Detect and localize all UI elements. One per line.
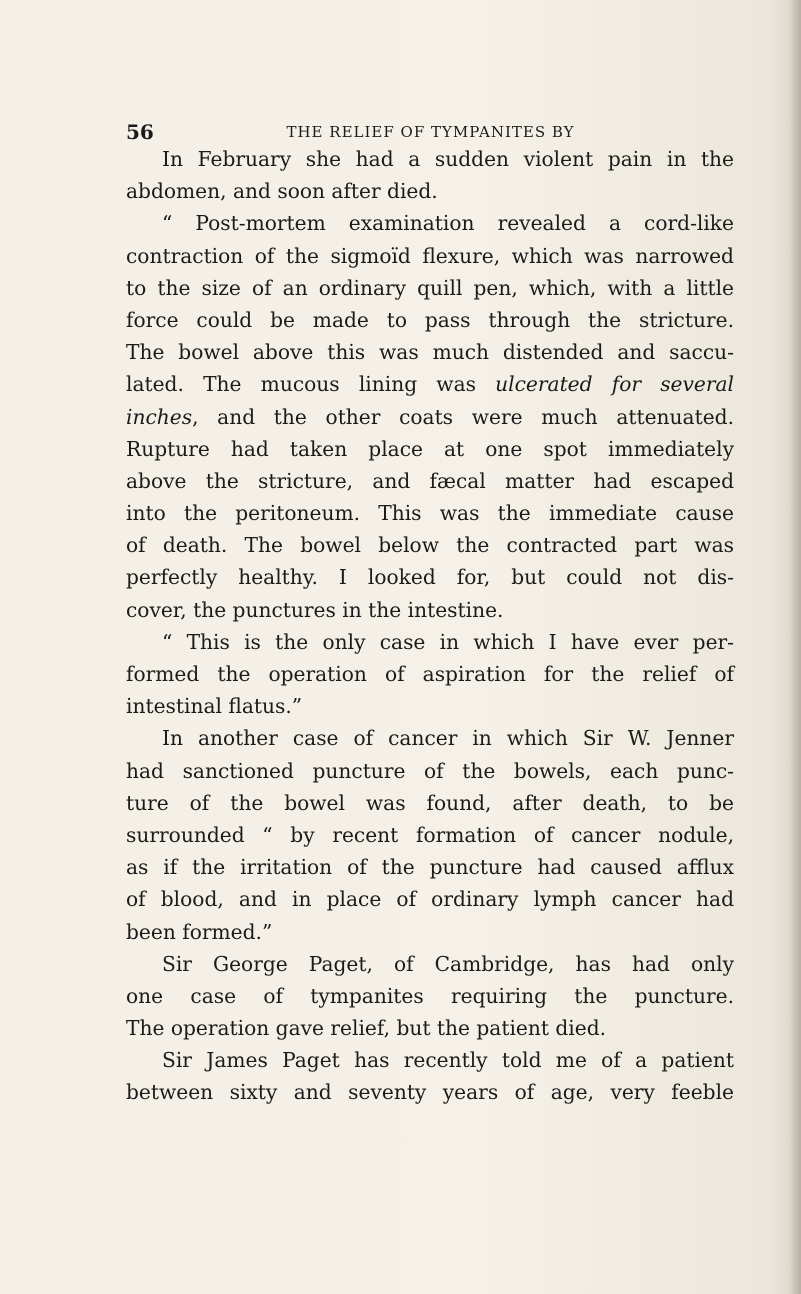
text-run: “ This is the only case in which I have ever per- — [162, 629, 734, 654]
text-run: cover, the punctures in the intestine. — [126, 597, 504, 622]
text-run: force could be made to pass through the stricture. — [126, 307, 734, 332]
text-line — [126, 722, 734, 754]
text-run: to the size of an ordinary quill pen, which, with a little — [126, 275, 734, 300]
text-run: been formed.” — [126, 919, 273, 944]
text-run: intestinal flatus.” — [126, 694, 303, 719]
text-line — [126, 883, 734, 915]
text-run: above the stricture, and fæcal matter had escaped — [126, 468, 734, 493]
text-line — [126, 336, 734, 368]
text-run: had sanctioned puncture of the bowels, each punc- — [126, 758, 734, 783]
text-run: as if the irritation of the puncture had caused afflux — [126, 855, 734, 880]
text-line — [126, 207, 734, 239]
text-run: Sir James Paget has recently told me of a patient — [162, 1048, 734, 1073]
text-line — [126, 948, 734, 980]
text-line — [126, 272, 734, 304]
text-run: Sir George Paget, of Cambridge, has had only — [162, 951, 734, 976]
text-line — [126, 401, 734, 433]
text-line — [126, 787, 734, 819]
text-run: perfectly healthy. I looked for, but could not dis- — [126, 565, 734, 590]
text-line — [126, 497, 734, 529]
text-run: In February she had a sudden violent pain in the — [162, 147, 734, 171]
text-run: formed the operation of aspiration for the relief of — [126, 662, 734, 686]
text-run: Rupture had taken place at one spot immediately — [126, 436, 734, 461]
text-line — [126, 368, 734, 400]
text-line — [126, 690, 734, 722]
running-head: THE RELIEF OF TYMPANITES BY — [286, 123, 575, 141]
text-line — [126, 819, 734, 851]
text-line — [126, 175, 734, 207]
text-line — [126, 143, 734, 175]
page-edge-shadow — [789, 0, 801, 1294]
text-line — [126, 529, 734, 561]
text-run: of death. The bowel below the contracted part was — [126, 533, 734, 558]
text-line — [126, 1044, 734, 1076]
text-run: lated. The mucous lining was — [126, 372, 496, 397]
text-line — [126, 1076, 734, 1108]
text-line — [126, 916, 734, 948]
text-line — [126, 658, 734, 690]
text-run: The operation gave relief, but the patient died. — [126, 1016, 607, 1041]
text-run: “ Post-mortem examination revealed a cord-like — [162, 211, 734, 236]
italic-run: ulcerated for several — [495, 372, 734, 397]
italic-run: inches — [126, 404, 193, 429]
text-run: contraction of the sigmoïd flexure, which was narrowed — [126, 243, 734, 268]
text-run: The bowel above this was much distended and saccu- — [126, 340, 734, 365]
text-line — [126, 626, 734, 658]
text-run: one case of tympanites requiring the puncture. — [126, 983, 734, 1008]
text-line — [126, 851, 734, 883]
text-line — [126, 1012, 734, 1044]
text-run: ture of the bowel was found, after death, to be — [126, 790, 734, 815]
text-line — [126, 755, 734, 787]
text-line — [126, 561, 734, 593]
page-number: 56 — [126, 120, 154, 144]
text-run: In another case of cancer in which Sir W. Jenner — [162, 726, 734, 751]
text-run: into the peritoneum. This was the immediate cause — [126, 501, 734, 526]
text-line — [126, 980, 734, 1012]
text-line — [126, 594, 734, 626]
text-run: , and the other coats were much attenuated. — [192, 404, 734, 429]
text-run: surrounded “ by recent formation of cancer nodule, — [126, 822, 734, 847]
text-line — [126, 240, 734, 272]
text-line — [126, 465, 734, 497]
text-line — [126, 304, 734, 336]
text-run: between sixty and seventy years of age, very feeble — [126, 1080, 734, 1105]
text-run: of blood, and in place of ordinary lymph cancer had — [126, 887, 734, 912]
text-line — [126, 433, 734, 465]
text-run: abdomen, and soon after died. — [126, 179, 438, 204]
body-text — [126, 143, 734, 1109]
